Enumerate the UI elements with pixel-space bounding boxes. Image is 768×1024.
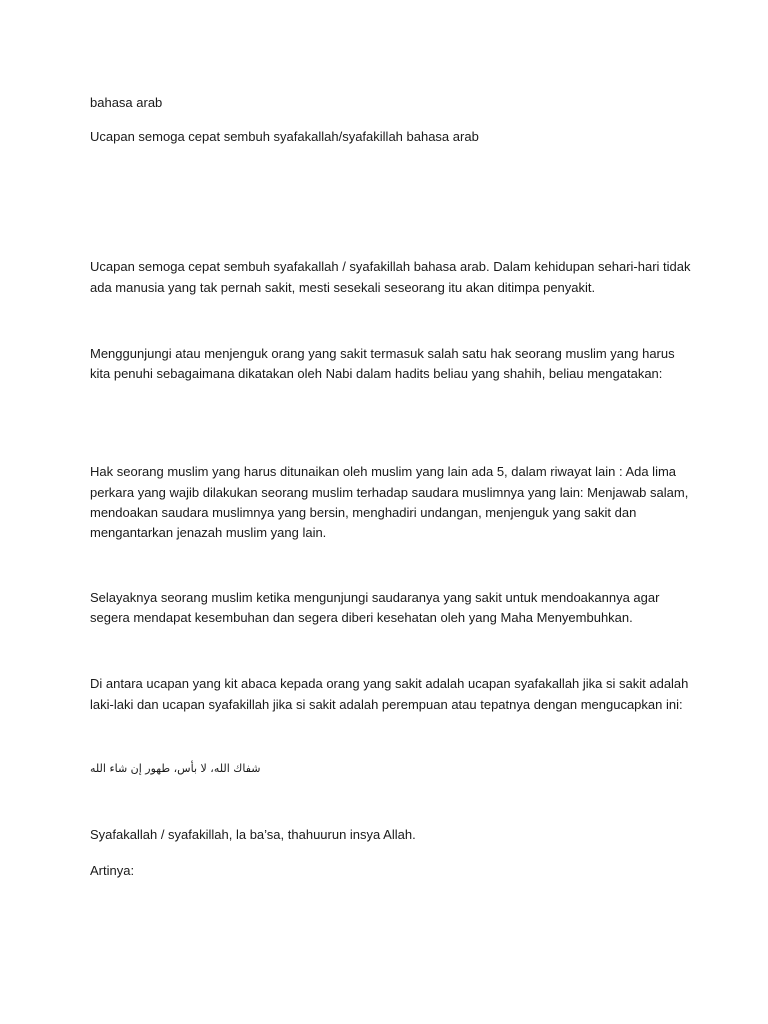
paragraph-line: perkara yang wajib dilakukan seorang muslim terhadap saudara muslimnya yang lain: Menjawab salam, <box>90 485 689 500</box>
paragraph-line: Ucapan semoga cepat sembuh syafakallah / syafakillah bahasa arab. Dalam kehidupan sehari-hari tidak <box>90 259 691 274</box>
doc-heading: bahasa arab <box>90 95 163 110</box>
paragraph-line: Hak seorang muslim yang harus ditunaikan oleh muslim yang lain ada 5, dalam riwayat lain : Ada lima <box>90 464 677 479</box>
arabic-phrase: شفاك الله، لا بأس، طهور إن شاء الله <box>90 762 261 775</box>
paragraph-line: Selayaknya seorang muslim ketika mengunjungi saudaranya yang sakit untuk mendoakannya agar <box>90 590 660 605</box>
paragraph-line: Di antara ucapan yang kit abaca kepada orang yang sakit adalah ucapan syafakallah jika si sakit adalah <box>90 676 689 691</box>
transliteration: Syafakallah / syafakillah, la ba’sa, thahuurun insya Allah. <box>90 827 416 842</box>
artinya-label: Artinya: <box>90 863 135 878</box>
paragraph-line: mengantarkan jenazah muslim yang lain. <box>90 525 327 540</box>
paragraph-line: mendoakan saudara muslimnya yang bersin, menghadiri undangan, menjenguk yang sakit dan <box>90 505 637 520</box>
paragraph-line: segera mendapat kesembuhan dan segera diberi kesehatan oleh yang Maha Menyembuhkan. <box>90 610 633 625</box>
doc-title: Ucapan semoga cepat sembuh syafakallah/syafakillah bahasa arab <box>90 129 479 144</box>
paragraph-line: Menggunjungi atau menjenguk orang yang sakit termasuk salah satu hak seorang muslim yang harus <box>90 346 675 361</box>
paragraph-line: ada manusia yang tak pernah sakit, mesti sesekali seseorang itu akan ditimpa penyakit. <box>90 280 596 295</box>
paragraph-line: kita penuhi sebagaimana dikatakan oleh Nabi dalam hadits beliau yang shahih, beliau mengatakan: <box>90 366 663 381</box>
paragraph-line: laki-laki dan ucapan syafakillah jika si sakit adalah perempuan atau tepatnya dengan mengucapkan ini: <box>90 697 683 712</box>
